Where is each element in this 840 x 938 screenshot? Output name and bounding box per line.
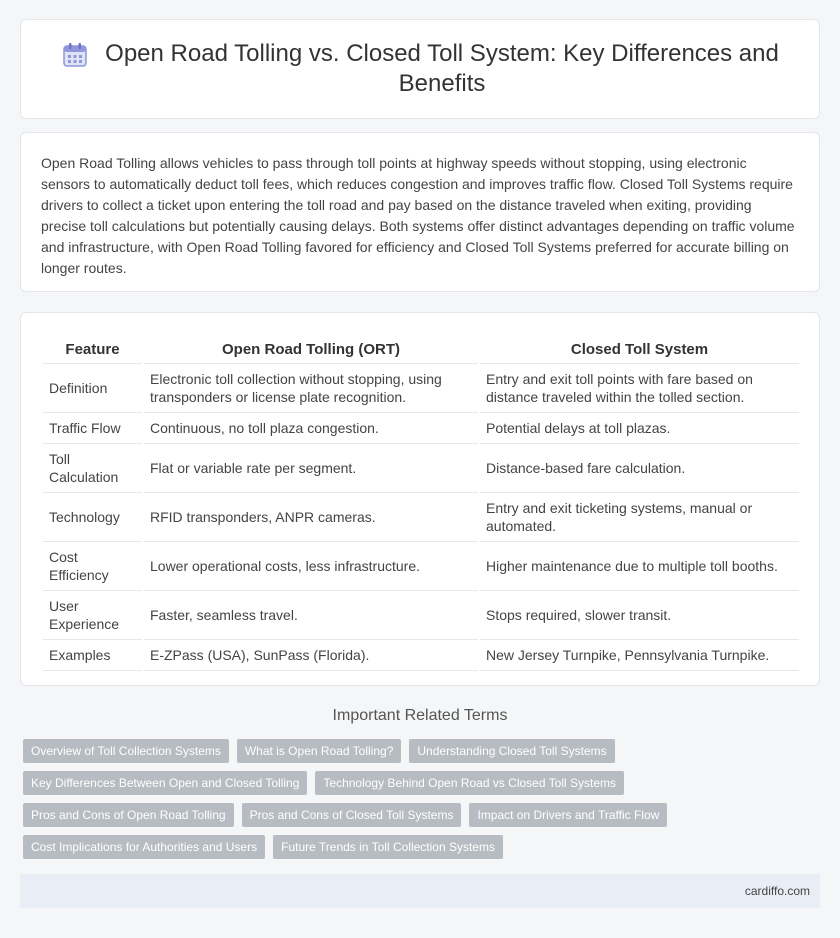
- intro-card: [20, 132, 820, 292]
- header-ort: Open Road Tolling (ORT): [143, 333, 479, 363]
- feature-cell: Technology: [43, 492, 143, 541]
- table-row: [43, 590, 799, 639]
- table-row: [43, 639, 799, 670]
- table-row: [43, 443, 799, 492]
- ort-cell: Lower operational costs, less infrastructure.: [143, 541, 479, 590]
- related-term-tag[interactable]: Cost Implications for Authorities and Users: [23, 835, 265, 859]
- related-term-tag[interactable]: Pros and Cons of Closed Toll Systems: [242, 803, 462, 827]
- feature-cell: Examples: [43, 639, 143, 670]
- related-term-tag[interactable]: Impact on Drivers and Traffic Flow: [469, 803, 667, 827]
- table-row: [43, 492, 799, 541]
- related-term-tag[interactable]: Understanding Closed Toll Systems: [409, 739, 614, 763]
- related-terms-title: Important Related Terms: [332, 707, 508, 724]
- related-term-tag[interactable]: Pros and Cons of Open Road Tolling: [23, 803, 234, 827]
- feature-cell: User Experience: [43, 590, 143, 639]
- header-closed: Closed Toll System: [479, 333, 799, 363]
- ort-cell: RFID transponders, ANPR cameras.: [143, 492, 479, 541]
- ort-cell: Flat or variable rate per segment.: [143, 443, 479, 492]
- tag-row: [23, 803, 823, 827]
- header-feature: Feature: [43, 333, 143, 363]
- closed-cell: Entry and exit ticketing systems, manual or automated.: [479, 492, 799, 541]
- feature-cell: Toll Calculation: [43, 443, 143, 492]
- tag-row: [23, 835, 823, 859]
- feature-cell: Cost Efficiency: [43, 541, 143, 590]
- closed-cell: Stops required, slower transit.: [479, 590, 799, 639]
- related-term-tag[interactable]: What is Open Road Tolling?: [237, 739, 402, 763]
- related-terms-list: [23, 739, 823, 867]
- tag-row: [23, 739, 823, 763]
- closed-cell: New Jersey Turnpike, Pennsylvania Turnpike.: [479, 639, 799, 670]
- related-term-tag[interactable]: Future Trends in Toll Collection Systems: [273, 835, 503, 859]
- ort-cell: Faster, seamless travel.: [143, 590, 479, 639]
- closed-cell: Entry and exit toll points with fare based on distance traveled within the tolled section.: [479, 363, 799, 412]
- page-title: Open Road Tolling vs. Closed Toll System: Key Differences and Benefits: [105, 40, 779, 97]
- header-card: [20, 19, 820, 119]
- footer: [20, 874, 820, 908]
- feature-cell: Definition: [43, 363, 143, 412]
- related-term-tag[interactable]: Overview of Toll Collection Systems: [23, 739, 229, 763]
- tag-row: [23, 771, 823, 795]
- comparison-table: [43, 333, 799, 671]
- closed-cell: Higher maintenance due to multiple toll booths.: [479, 541, 799, 590]
- table-row: [43, 541, 799, 590]
- related-term-tag[interactable]: Key Differences Between Open and Closed Tolling: [23, 771, 307, 795]
- footer-site-name[interactable]: cardiffo.com: [744, 884, 810, 898]
- ort-cell: Electronic toll collection without stopping, using transponders or license plate recognition.: [143, 363, 479, 412]
- intro-paragraph: Open Road Tolling allows vehicles to pass through toll points at highway speeds without stopping, using electronic sensors to automatically deduct toll fees, which reduces congestion and improves traffic flow. Closed Toll Systems require drivers to collect a ticket upon entering the toll road and pay based on the distance traveled when exiting, providing precise toll calculations but potentially causing delays. Both systems offer distinct advantages depending on traffic volume and infrastructure, with Open Road Tolling favored for efficiency and Closed Toll Systems preferred for accurate billing on longer routes.: [41, 155, 795, 276]
- closed-cell: Potential delays at toll plazas.: [479, 412, 799, 443]
- closed-cell: Distance-based fare calculation.: [479, 443, 799, 492]
- table-header-row: [43, 333, 799, 363]
- feature-cell: Traffic Flow: [43, 412, 143, 443]
- table-row: [43, 363, 799, 412]
- calendar-icon: [61, 41, 89, 69]
- table-row: [43, 412, 799, 443]
- ort-cell: Continuous, no toll plaza congestion.: [143, 412, 479, 443]
- comparison-table-card: [20, 312, 820, 686]
- related-term-tag[interactable]: Technology Behind Open Road vs Closed Toll Systems: [315, 771, 624, 795]
- ort-cell: E-ZPass (USA), SunPass (Florida).: [143, 639, 479, 670]
